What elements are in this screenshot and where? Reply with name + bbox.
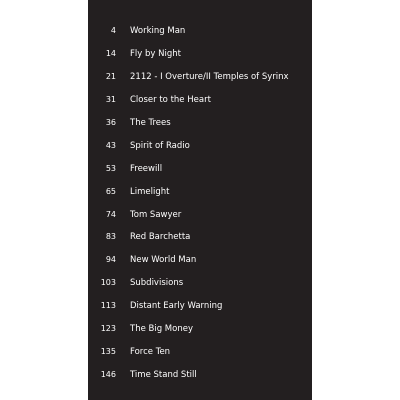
table-of-contents <box>88 20 312 387</box>
song-title: New World Man <box>130 255 197 266</box>
song-title: Closer to the Heart <box>130 94 211 105</box>
song-title: Fly by Night <box>130 48 181 59</box>
toc-entry <box>88 43 312 66</box>
toc-entry <box>88 341 312 364</box>
song-title: The Big Money <box>130 324 193 335</box>
page-number: 4 <box>110 26 116 35</box>
song-title: Force Ten <box>130 347 171 358</box>
song-title: The Trees <box>130 117 171 128</box>
toc-entry <box>88 249 312 272</box>
toc-entry <box>88 364 312 387</box>
page-number: 43 <box>105 140 116 150</box>
toc-entry <box>88 226 312 249</box>
song-title: Tom Sawyer <box>130 209 182 220</box>
toc-entry <box>88 181 312 204</box>
page-number: 94 <box>105 255 116 265</box>
song-title: Time Stand Still <box>130 370 197 381</box>
toc-entry <box>88 272 312 295</box>
toc-entry <box>88 20 312 43</box>
toc-entry <box>88 112 312 135</box>
page-number: 65 <box>105 186 116 196</box>
song-title: Red Barchetta <box>130 232 191 243</box>
page-number: 36 <box>105 117 116 127</box>
toc-entry <box>88 295 312 318</box>
song-title: Freewill <box>130 163 163 174</box>
toc-page <box>88 0 312 400</box>
page-number: 83 <box>105 232 116 242</box>
page-number: 31 <box>105 94 116 104</box>
page-number: 53 <box>105 163 116 173</box>
page-number: 113 <box>100 301 116 311</box>
page-number: 123 <box>100 324 116 334</box>
toc-entry <box>88 89 312 112</box>
song-title: Spirit of Radio <box>130 140 190 151</box>
toc-entry <box>88 204 312 227</box>
toc-entry <box>88 318 312 341</box>
song-title: Subdivisions <box>130 278 184 289</box>
page-number: 103 <box>100 278 116 288</box>
page-number: 14 <box>105 48 116 58</box>
song-title: Limelight <box>130 186 170 197</box>
page-number: 146 <box>100 370 116 380</box>
toc-entry <box>88 158 312 181</box>
song-title: Distant Early Warning <box>130 301 223 312</box>
page-number: 135 <box>100 347 116 357</box>
song-title: Working Man <box>130 26 186 36</box>
toc-entry <box>88 66 312 89</box>
page-number: 21 <box>105 71 116 81</box>
page-number: 74 <box>105 209 116 219</box>
toc-entry <box>88 135 312 158</box>
song-title: 2112 - I Overture/II Temples of Syrinx <box>130 71 289 82</box>
